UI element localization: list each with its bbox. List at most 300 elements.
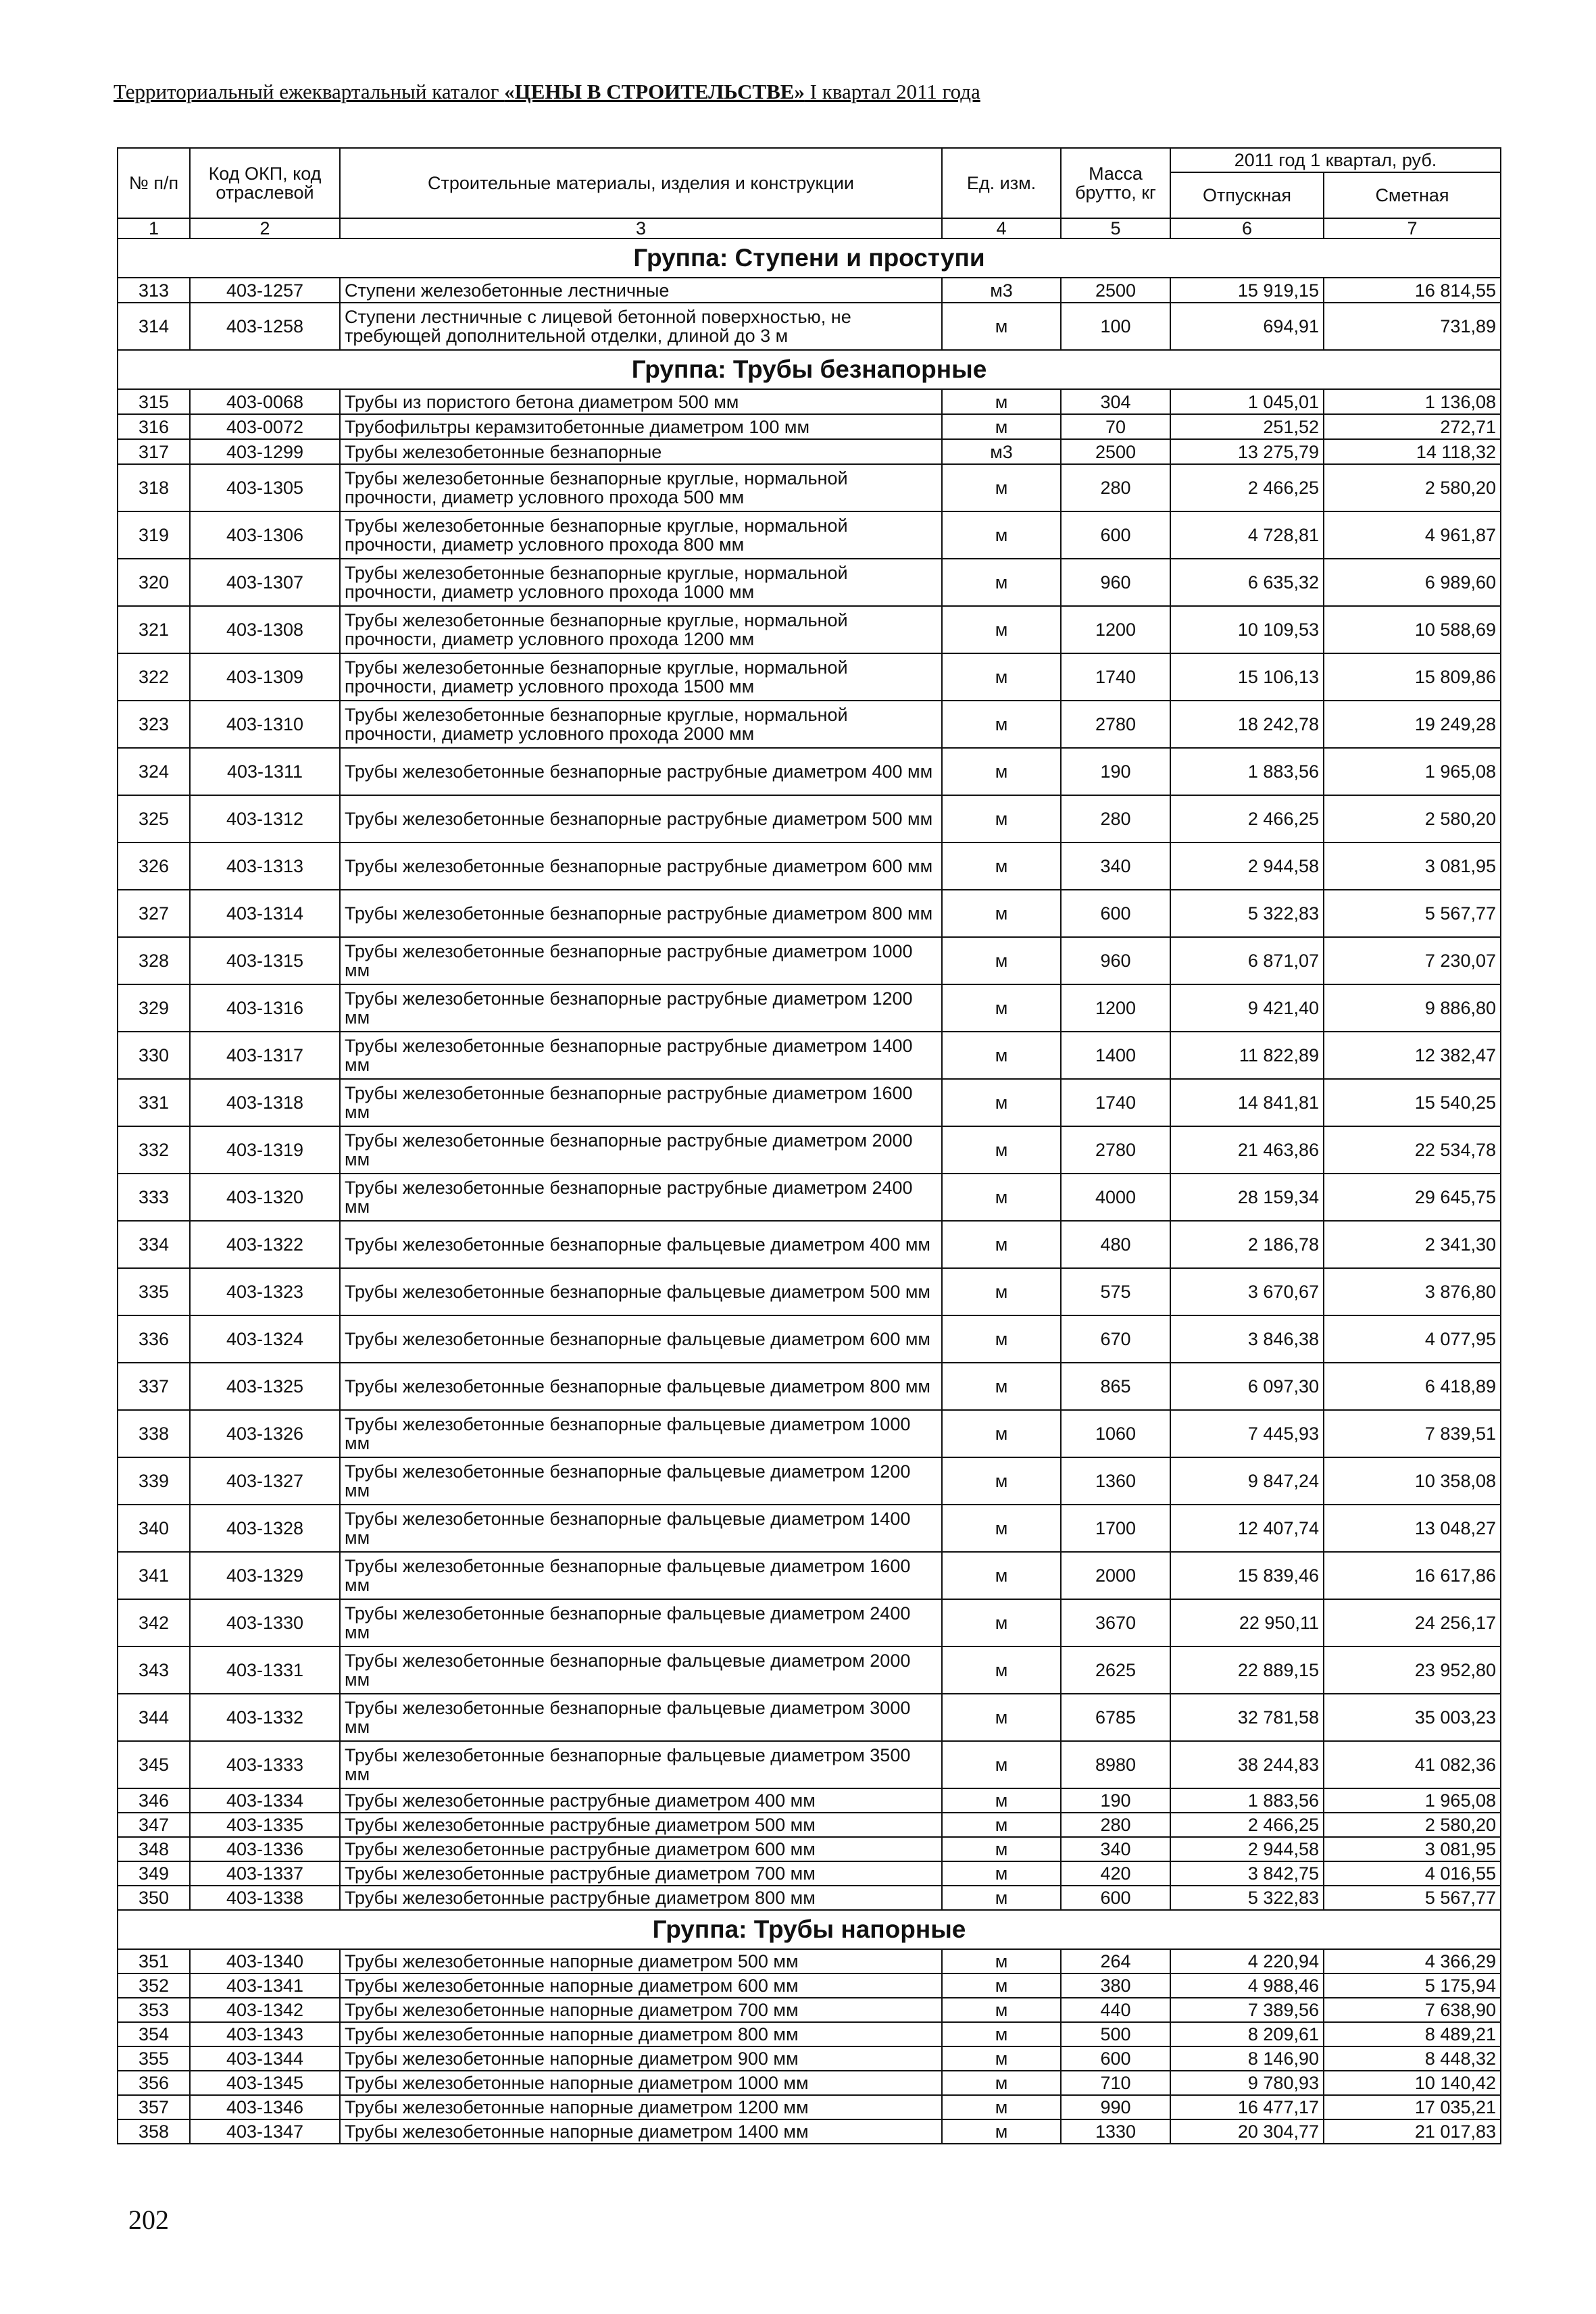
group-title: Группа: Ступени и проступи xyxy=(118,238,1501,278)
unit: м xyxy=(942,1837,1061,1861)
estimate-price: 10 358,08 xyxy=(1324,1457,1501,1505)
estimate-price: 5 175,94 xyxy=(1324,1973,1501,1998)
material-name: Трубы железобетонные раструбные диаметром 500 мм xyxy=(340,1813,942,1837)
release-price: 2 944,58 xyxy=(1170,1837,1324,1861)
gross-mass: 1360 xyxy=(1061,1457,1170,1505)
okp-code: 403-1314 xyxy=(190,890,340,937)
okp-code: 403-1312 xyxy=(190,795,340,842)
row-number: 324 xyxy=(118,748,190,795)
unit: м xyxy=(942,1552,1061,1599)
page-number: 202 xyxy=(128,2205,169,2235)
row-number: 321 xyxy=(118,606,190,653)
material-name: Трубы железобетонные напорные диаметром 800 мм xyxy=(340,2022,942,2046)
material-name: Трубы из пористого бетона диаметром 500 мм xyxy=(340,389,942,414)
table-row xyxy=(118,1949,1501,1973)
material-name: Трубы железобетонные безнапорные фальцевые диаметром 1400 мм xyxy=(340,1505,942,1552)
okp-code: 403-1346 xyxy=(190,2095,340,2119)
row-number: 331 xyxy=(118,1079,190,1126)
estimate-price: 7 839,51 xyxy=(1324,1410,1501,1457)
column-number: 5 xyxy=(1061,218,1170,238)
release-price: 15 839,46 xyxy=(1170,1552,1324,1599)
okp-code: 403-1333 xyxy=(190,1741,340,1788)
material-name: Трубы железобетонные безнапорные раструбные диаметром 1000 мм xyxy=(340,937,942,984)
table-row xyxy=(118,653,1501,701)
gross-mass: 340 xyxy=(1061,1837,1170,1861)
estimate-price: 6 989,60 xyxy=(1324,559,1501,606)
okp-code: 403-1343 xyxy=(190,2022,340,2046)
gross-mass: 600 xyxy=(1061,2046,1170,2071)
group-title: Группа: Трубы безнапорные xyxy=(118,350,1501,389)
estimate-price: 5 567,77 xyxy=(1324,890,1501,937)
table-row xyxy=(118,1221,1501,1268)
table-row xyxy=(118,1813,1501,1837)
row-number: 336 xyxy=(118,1315,190,1363)
gross-mass: 1700 xyxy=(1061,1505,1170,1552)
row-number: 339 xyxy=(118,1457,190,1505)
unit: м xyxy=(942,1998,1061,2022)
okp-code: 403-0068 xyxy=(190,389,340,414)
material-name: Трубы железобетонные раструбные диаметром 600 мм xyxy=(340,1837,942,1861)
release-price: 3 842,75 xyxy=(1170,1861,1324,1886)
row-number: 318 xyxy=(118,464,190,511)
table-row xyxy=(118,748,1501,795)
gross-mass: 1200 xyxy=(1061,606,1170,653)
row-number: 315 xyxy=(118,389,190,414)
unit: м3 xyxy=(942,439,1061,464)
okp-code: 403-1338 xyxy=(190,1886,340,1910)
table-row xyxy=(118,1646,1501,1694)
material-name: Трубы железобетонные безнапорные фальцевые диаметром 500 мм xyxy=(340,1268,942,1315)
material-name: Трубы железобетонные безнапорные раструбные диаметром 1600 мм xyxy=(340,1079,942,1126)
table-row xyxy=(118,278,1501,303)
table-row xyxy=(118,1788,1501,1813)
table-row xyxy=(118,389,1501,414)
gross-mass: 600 xyxy=(1061,1886,1170,1910)
row-number: 343 xyxy=(118,1646,190,1694)
release-price: 28 159,34 xyxy=(1170,1174,1324,1221)
okp-code: 403-1309 xyxy=(190,653,340,701)
release-price: 6 635,32 xyxy=(1170,559,1324,606)
unit: м xyxy=(942,559,1061,606)
gross-mass: 865 xyxy=(1061,1363,1170,1410)
release-price: 9 421,40 xyxy=(1170,984,1324,1032)
row-number: 337 xyxy=(118,1363,190,1410)
release-price: 4 988,46 xyxy=(1170,1973,1324,1998)
estimate-price: 9 886,80 xyxy=(1324,984,1501,1032)
okp-code: 403-1311 xyxy=(190,748,340,795)
table-row xyxy=(118,1998,1501,2022)
table-row xyxy=(118,1363,1501,1410)
release-price: 21 463,86 xyxy=(1170,1126,1324,1174)
unit: м xyxy=(942,1694,1061,1741)
estimate-price: 24 256,17 xyxy=(1324,1599,1501,1646)
gross-mass: 480 xyxy=(1061,1221,1170,1268)
gross-mass: 575 xyxy=(1061,1268,1170,1315)
okp-code: 403-1316 xyxy=(190,984,340,1032)
unit: м xyxy=(942,1174,1061,1221)
header-suffix: I квартал 2011 года xyxy=(804,80,980,103)
gross-mass: 6785 xyxy=(1061,1694,1170,1741)
unit: м xyxy=(942,1505,1061,1552)
row-number: 354 xyxy=(118,2022,190,2046)
material-name: Трубы железобетонные безнапорные фальцевые диаметром 800 мм xyxy=(340,1363,942,1410)
table-row xyxy=(118,1268,1501,1315)
unit: м xyxy=(942,1363,1061,1410)
gross-mass: 2500 xyxy=(1061,278,1170,303)
material-name: Трубы железобетонные безнапорные фальцевые диаметром 2000 мм xyxy=(340,1646,942,1694)
page-header xyxy=(114,80,980,104)
estimate-price: 7 230,07 xyxy=(1324,937,1501,984)
estimate-price: 13 048,27 xyxy=(1324,1505,1501,1552)
row-number: 314 xyxy=(118,303,190,350)
okp-code: 403-1326 xyxy=(190,1410,340,1457)
material-name: Трубы железобетонные безнапорные xyxy=(340,439,942,464)
estimate-price: 272,71 xyxy=(1324,414,1501,439)
estimate-price: 12 382,47 xyxy=(1324,1032,1501,1079)
material-name: Трубы железобетонные напорные диаметром 1000 мм xyxy=(340,2071,942,2095)
estimate-price: 5 567,77 xyxy=(1324,1886,1501,1910)
release-price: 38 244,83 xyxy=(1170,1741,1324,1788)
estimate-price: 16 617,86 xyxy=(1324,1552,1501,1599)
material-name: Трубы железобетонные напорные диаметром 700 мм xyxy=(340,1998,942,2022)
unit: м xyxy=(942,748,1061,795)
estimate-price: 3 081,95 xyxy=(1324,842,1501,890)
estimate-price: 15 809,86 xyxy=(1324,653,1501,701)
col-header-unit: Ед. изм. xyxy=(942,148,1061,218)
row-number: 325 xyxy=(118,795,190,842)
gross-mass: 280 xyxy=(1061,795,1170,842)
release-price: 22 889,15 xyxy=(1170,1646,1324,1694)
table-body xyxy=(118,238,1501,2144)
material-name: Трубы железобетонные безнапорные раструбные диаметром 400 мм xyxy=(340,748,942,795)
release-price: 4 728,81 xyxy=(1170,511,1324,559)
okp-code: 403-1344 xyxy=(190,2046,340,2071)
column-number: 1 xyxy=(118,218,190,238)
row-number: 327 xyxy=(118,890,190,937)
material-name: Трубы железобетонные безнапорные круглые, нормальной прочности, диаметр условного прохода 1000 мм xyxy=(340,559,942,606)
row-number: 317 xyxy=(118,439,190,464)
row-number: 348 xyxy=(118,1837,190,1861)
release-price: 14 841,81 xyxy=(1170,1079,1324,1126)
gross-mass: 1400 xyxy=(1061,1032,1170,1079)
row-number: 319 xyxy=(118,511,190,559)
unit: м xyxy=(942,1813,1061,1837)
okp-code: 403-1305 xyxy=(190,464,340,511)
release-price: 2 466,25 xyxy=(1170,1813,1324,1837)
material-name: Трубы железобетонные раструбные диаметром 400 мм xyxy=(340,1788,942,1813)
table-row xyxy=(118,2046,1501,2071)
material-name: Трубы железобетонные безнапорные круглые, нормальной прочности, диаметр условного прохода 800 мм xyxy=(340,511,942,559)
unit: м xyxy=(942,1646,1061,1694)
gross-mass: 1060 xyxy=(1061,1410,1170,1457)
okp-code: 403-1325 xyxy=(190,1363,340,1410)
gross-mass: 2780 xyxy=(1061,1126,1170,1174)
material-name: Трубы железобетонные напорные диаметром 600 мм xyxy=(340,1973,942,1998)
row-number: 340 xyxy=(118,1505,190,1552)
gross-mass: 264 xyxy=(1061,1949,1170,1973)
okp-code: 403-1334 xyxy=(190,1788,340,1813)
release-price: 16 477,17 xyxy=(1170,2095,1324,2119)
material-name: Трубы железобетонные раструбные диаметром 700 мм xyxy=(340,1861,942,1886)
table-row xyxy=(118,2022,1501,2046)
material-name: Трубы железобетонные безнапорные фальцевые диаметром 2400 мм xyxy=(340,1599,942,1646)
gross-mass: 960 xyxy=(1061,937,1170,984)
release-price: 11 822,89 xyxy=(1170,1032,1324,1079)
table-row xyxy=(118,1032,1501,1079)
gross-mass: 280 xyxy=(1061,1813,1170,1837)
unit: м xyxy=(942,1788,1061,1813)
okp-code: 403-1307 xyxy=(190,559,340,606)
row-number: 323 xyxy=(118,701,190,748)
okp-code: 403-1342 xyxy=(190,1998,340,2022)
unit: м xyxy=(942,1741,1061,1788)
okp-code: 403-1327 xyxy=(190,1457,340,1505)
release-price: 2 466,25 xyxy=(1170,464,1324,511)
gross-mass: 380 xyxy=(1061,1973,1170,1998)
column-number: 6 xyxy=(1170,218,1324,238)
material-name: Трубы железобетонные безнапорные фальцевые диаметром 1600 мм xyxy=(340,1552,942,1599)
table-row xyxy=(118,1552,1501,1599)
table-row xyxy=(118,1973,1501,1998)
material-name: Трубы железобетонные безнапорные раструбные диаметром 2000 мм xyxy=(340,1126,942,1174)
okp-code: 403-1340 xyxy=(190,1949,340,1973)
okp-code: 403-1258 xyxy=(190,303,340,350)
material-name: Трубы железобетонные безнапорные раструбные диаметром 2400 мм xyxy=(340,1174,942,1221)
table-row xyxy=(118,1886,1501,1910)
unit: м xyxy=(942,1973,1061,1998)
row-number: 330 xyxy=(118,1032,190,1079)
row-number: 357 xyxy=(118,2095,190,2119)
okp-code: 403-1330 xyxy=(190,1599,340,1646)
header-title: «ЦЕНЫ В СТРОИТЕЛЬСТВЕ» xyxy=(504,80,805,103)
row-number: 353 xyxy=(118,1998,190,2022)
release-price: 1 883,56 xyxy=(1170,1788,1324,1813)
material-name: Трубы железобетонные безнапорные раструбные диаметром 500 мм xyxy=(340,795,942,842)
okp-code: 403-1324 xyxy=(190,1315,340,1363)
gross-mass: 2780 xyxy=(1061,701,1170,748)
estimate-price: 4 366,29 xyxy=(1324,1949,1501,1973)
table-row xyxy=(118,439,1501,464)
release-price: 8 146,90 xyxy=(1170,2046,1324,2071)
gross-mass: 600 xyxy=(1061,890,1170,937)
unit: м xyxy=(942,464,1061,511)
unit: м xyxy=(942,1221,1061,1268)
gross-mass: 3670 xyxy=(1061,1599,1170,1646)
okp-code: 403-1341 xyxy=(190,1973,340,1998)
row-number: 356 xyxy=(118,2071,190,2095)
material-name: Трубы железобетонные безнапорные фальцевые диаметром 400 мм xyxy=(340,1221,942,1268)
material-name: Трубы железобетонные безнапорные круглые, нормальной прочности, диаметр условного прохода 2000 мм xyxy=(340,701,942,748)
group-row xyxy=(118,1910,1501,1949)
unit: м xyxy=(942,1457,1061,1505)
unit: м3 xyxy=(942,278,1061,303)
gross-mass: 2000 xyxy=(1061,1552,1170,1599)
gross-mass: 70 xyxy=(1061,414,1170,439)
release-price: 10 109,53 xyxy=(1170,606,1324,653)
row-number: 347 xyxy=(118,1813,190,1837)
material-name: Трубы железобетонные безнапорные раструбные диаметром 800 мм xyxy=(340,890,942,937)
row-number: 350 xyxy=(118,1886,190,1910)
material-name: Трубы железобетонные безнапорные фальцевые диаметром 1200 мм xyxy=(340,1457,942,1505)
table-row xyxy=(118,2119,1501,2144)
release-price: 7 389,56 xyxy=(1170,1998,1324,2022)
unit: м xyxy=(942,1126,1061,1174)
release-price: 3 670,67 xyxy=(1170,1268,1324,1315)
okp-code: 403-1318 xyxy=(190,1079,340,1126)
material-name: Трубы железобетонные безнапорные круглые, нормальной прочности, диаметр условного прохода 1500 мм xyxy=(340,653,942,701)
unit: м xyxy=(942,389,1061,414)
table-row xyxy=(118,1861,1501,1886)
estimate-price: 10 588,69 xyxy=(1324,606,1501,653)
unit: м xyxy=(942,1079,1061,1126)
col-header-release-price: Отпускная xyxy=(1170,172,1324,218)
estimate-price: 2 580,20 xyxy=(1324,1813,1501,1837)
estimate-price: 17 035,21 xyxy=(1324,2095,1501,2119)
unit: м xyxy=(942,2046,1061,2071)
okp-code: 403-1347 xyxy=(190,2119,340,2144)
material-name: Ступени лестничные с лицевой бетонной поверхностью, не требующей дополнительной отделки, длиной до 3 м xyxy=(340,303,942,350)
release-price: 5 322,83 xyxy=(1170,1886,1324,1910)
okp-code: 403-1323 xyxy=(190,1268,340,1315)
unit: м xyxy=(942,2095,1061,2119)
estimate-price: 1 965,08 xyxy=(1324,748,1501,795)
unit: м xyxy=(942,2119,1061,2144)
table-row xyxy=(118,795,1501,842)
row-number: 332 xyxy=(118,1126,190,1174)
column-numbers-row xyxy=(118,218,1501,238)
table-row xyxy=(118,937,1501,984)
table-row xyxy=(118,2095,1501,2119)
okp-code: 403-1313 xyxy=(190,842,340,890)
unit: м xyxy=(942,2022,1061,2046)
okp-code: 403-0072 xyxy=(190,414,340,439)
group-title: Группа: Трубы напорные xyxy=(118,1910,1501,1949)
table-row xyxy=(118,984,1501,1032)
release-price: 9 847,24 xyxy=(1170,1457,1324,1505)
gross-mass: 710 xyxy=(1061,2071,1170,2095)
estimate-price: 4 016,55 xyxy=(1324,1861,1501,1886)
release-price: 20 304,77 xyxy=(1170,2119,1324,2144)
estimate-price: 4 961,87 xyxy=(1324,511,1501,559)
table-row xyxy=(118,701,1501,748)
release-price: 5 322,83 xyxy=(1170,890,1324,937)
okp-code: 403-1322 xyxy=(190,1221,340,1268)
estimate-price: 1 965,08 xyxy=(1324,1788,1501,1813)
col-header-mass: Масса брутто, кг xyxy=(1061,148,1170,218)
table-row xyxy=(118,1599,1501,1646)
col-header-period: 2011 год 1 квартал, руб. xyxy=(1170,148,1501,172)
unit: м xyxy=(942,1949,1061,1973)
material-name: Трубы железобетонные безнапорные фальцевые диаметром 1000 мм xyxy=(340,1410,942,1457)
estimate-price: 41 082,36 xyxy=(1324,1741,1501,1788)
table-row xyxy=(118,1174,1501,1221)
unit: м xyxy=(942,414,1061,439)
material-name: Трубы железобетонные безнапорные фальцевые диаметром 3500 мм xyxy=(340,1741,942,1788)
column-number: 4 xyxy=(942,218,1061,238)
release-price: 6 871,07 xyxy=(1170,937,1324,984)
unit: м xyxy=(942,1886,1061,1910)
table-header xyxy=(118,148,1501,238)
release-price: 15 106,13 xyxy=(1170,653,1324,701)
estimate-price: 2 341,30 xyxy=(1324,1221,1501,1268)
row-number: 316 xyxy=(118,414,190,439)
col-header-estimate-price: Сметная xyxy=(1324,172,1501,218)
gross-mass: 190 xyxy=(1061,748,1170,795)
row-number: 341 xyxy=(118,1552,190,1599)
gross-mass: 990 xyxy=(1061,2095,1170,2119)
estimate-price: 23 952,80 xyxy=(1324,1646,1501,1694)
okp-code: 403-1317 xyxy=(190,1032,340,1079)
row-number: 345 xyxy=(118,1741,190,1788)
row-number: 326 xyxy=(118,842,190,890)
material-name: Трубы железобетонные безнапорные раструбные диаметром 600 мм xyxy=(340,842,942,890)
material-name: Трубы железобетонные безнапорные фальцевые диаметром 3000 мм xyxy=(340,1694,942,1741)
okp-code: 403-1315 xyxy=(190,937,340,984)
gross-mass: 280 xyxy=(1061,464,1170,511)
unit: м xyxy=(942,1599,1061,1646)
release-price: 4 220,94 xyxy=(1170,1949,1324,1973)
gross-mass: 420 xyxy=(1061,1861,1170,1886)
price-table xyxy=(117,147,1501,2144)
row-number: 352 xyxy=(118,1973,190,1998)
okp-code: 403-1308 xyxy=(190,606,340,653)
release-price: 12 407,74 xyxy=(1170,1505,1324,1552)
estimate-price: 10 140,42 xyxy=(1324,2071,1501,2095)
row-number: 338 xyxy=(118,1410,190,1457)
unit: м xyxy=(942,984,1061,1032)
estimate-price: 731,89 xyxy=(1324,303,1501,350)
gross-mass: 1740 xyxy=(1061,653,1170,701)
okp-code: 403-1320 xyxy=(190,1174,340,1221)
material-name: Трубы железобетонные раструбные диаметром 800 мм xyxy=(340,1886,942,1910)
release-price: 1 883,56 xyxy=(1170,748,1324,795)
release-price: 2 186,78 xyxy=(1170,1221,1324,1268)
release-price: 251,52 xyxy=(1170,414,1324,439)
group-row xyxy=(118,350,1501,389)
header-prefix: Территориальный ежеквартальный каталог xyxy=(114,80,505,103)
material-name: Ступени железобетонные лестничные xyxy=(340,278,942,303)
row-number: 328 xyxy=(118,937,190,984)
material-name: Трубы железобетонные безнапорные фальцевые диаметром 600 мм xyxy=(340,1315,942,1363)
column-number: 3 xyxy=(340,218,942,238)
estimate-price: 16 814,55 xyxy=(1324,278,1501,303)
table-row xyxy=(118,1837,1501,1861)
row-number: 333 xyxy=(118,1174,190,1221)
unit: м xyxy=(942,1315,1061,1363)
release-price: 9 780,93 xyxy=(1170,2071,1324,2095)
estimate-price: 14 118,32 xyxy=(1324,439,1501,464)
row-number: 344 xyxy=(118,1694,190,1741)
okp-code: 403-1306 xyxy=(190,511,340,559)
unit: м xyxy=(942,1268,1061,1315)
unit: м xyxy=(942,303,1061,350)
material-name: Трубы железобетонные напорные диаметром 900 мм xyxy=(340,2046,942,2071)
gross-mass: 600 xyxy=(1061,511,1170,559)
estimate-price: 3 081,95 xyxy=(1324,1837,1501,1861)
row-number: 349 xyxy=(118,1861,190,1886)
table-row xyxy=(118,1694,1501,1741)
table-row xyxy=(118,559,1501,606)
release-price: 1 045,01 xyxy=(1170,389,1324,414)
okp-code: 403-1310 xyxy=(190,701,340,748)
okp-code: 403-1299 xyxy=(190,439,340,464)
col-header-name: Строительные материалы, изделия и конструкции xyxy=(340,148,942,218)
table-row xyxy=(118,464,1501,511)
okp-code: 403-1257 xyxy=(190,278,340,303)
gross-mass: 304 xyxy=(1061,389,1170,414)
estimate-price: 21 017,83 xyxy=(1324,2119,1501,2144)
unit: м xyxy=(942,2071,1061,2095)
